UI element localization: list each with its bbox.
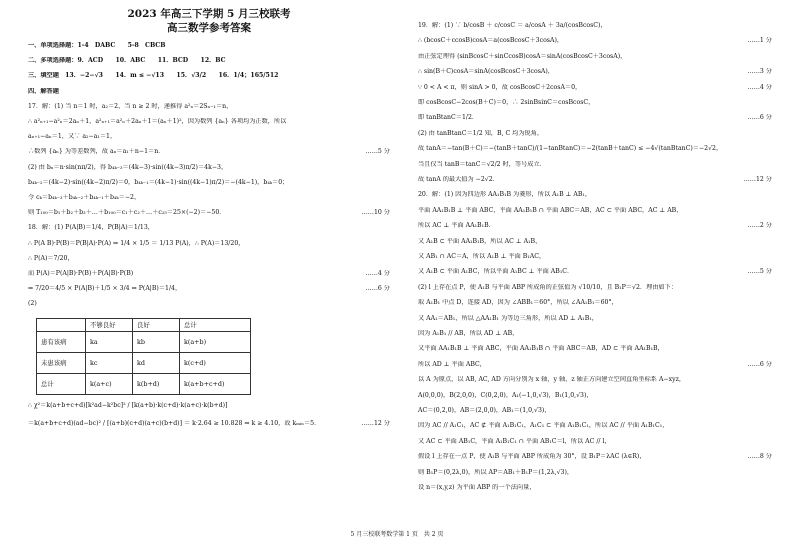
score-marker: ……6 分 — [747, 114, 772, 122]
solution-text: AC＝(0,2,0)，AB＝(2,0,0)，AB₁＝(1,0,√3)， — [418, 407, 551, 414]
solution-line — [28, 300, 390, 308]
table-cell: 未患该病 — [37, 352, 86, 373]
solution-text: 则 B₁P＝(0,2λ,0)，所以 AP＝AB₁＋B₁P＝(1,2λ,√3)， — [418, 468, 574, 476]
score-marker: ……3 分 — [747, 68, 772, 76]
solution-line — [418, 484, 772, 492]
solution-line — [418, 438, 772, 446]
solution-line — [418, 22, 772, 30]
solution-text: ∴ a²ₙ₊₁−a²ₙ＝2aₙ＋1，a²ₙ₊₁＝a²ₙ＋2aₙ＋1＝(aₙ＋1)²，因为数列 {aₙ} 各项均为正数，所以 — [28, 118, 287, 125]
solution-text: 又 AA₁＝AB₁，所以 △AA₁B₁ 为等边三角形，所以 AD ⊥ A₁B₁， — [418, 314, 598, 322]
solution-line — [418, 361, 772, 369]
solution-line — [28, 148, 390, 156]
solution-text: 四、解答题 — [28, 87, 59, 95]
score-marker: ……5 分 — [365, 148, 390, 156]
score-marker: ……12 分 — [743, 176, 772, 183]
solution-line — [28, 42, 390, 50]
score-marker: ……4 分 — [365, 270, 390, 277]
solution-line — [418, 315, 772, 323]
solution-line — [418, 99, 772, 107]
solution-text: A(0,0,0)，B(2,0,0)，C(0,2,0)，A₁(−1,0,√3)，B₁(1,0,√3)， — [418, 391, 593, 399]
solution-text: 即 cosBcosC−2cos(B＋C)＝0，∴ 2sinBsinC＝cosBcosC， — [418, 99, 595, 106]
score-marker: ……8 分 — [747, 453, 772, 461]
solution-text: 而 P(A)＝P(A|B)·P(B)＋P(A|B̄)·P(B̄) — [28, 270, 134, 277]
solution-text: 二、多项选择题：9．ACD 10．ABC 11．BCD 12．BC — [28, 57, 226, 65]
solution-text: 故 tanA＝−tan(B＋C)＝−(tanB＋tanC)/(1−tanBtanC)＝−2(tanB＋tanC) ≤ −4√(tanBtanC)＝−2√2， — [418, 145, 723, 153]
score-marker: ……5 分 — [747, 268, 772, 276]
solution-text: ∴ (bcosC＋ccosB)cosA＝a(cosBcosC＋3cosA)， — [418, 37, 564, 45]
solution-line — [418, 238, 772, 246]
solution-line — [418, 392, 772, 400]
solution-line — [418, 53, 772, 61]
solution-text: b₄ₖ₋₂＝(4k−2)·sin((4k−2)π/2)＝0，b₄ₖ₋₁＝(4k−1)·sin((4k−1)π/2)＝−(4k−1)，b₄ₖ＝0； — [28, 178, 289, 186]
solution-text: 所以 AD ⊥ 平面 ABC， — [418, 360, 486, 368]
solution-line — [418, 37, 772, 45]
solution-line — [28, 285, 390, 293]
solution-line — [418, 469, 772, 477]
solution-text: 令 cₖ＝b₄ₖ₋₃＋b₄ₖ₋₂＋b₄ₖ₋₁＋b₄ₖ＝−2， — [28, 194, 141, 201]
table-cell: kd — [133, 352, 180, 373]
solution-text: ∵ 0 < A < π，则 sinA > 0，故 cosBcosC＋2cosA＝0， — [418, 83, 582, 91]
table-header-row — [37, 318, 251, 331]
solution-line — [418, 191, 772, 199]
solution-text: 设 n＝(x,y,z) 为平面 ABP 的一个法向量， — [418, 484, 536, 491]
solution-text: ⇒ 7/20＝4/5 × P(A|B)＋1/5 × 3/4 ⇒ P(A|B)＝1/4， — [28, 285, 182, 293]
solution-text: ∴ P(A)＝7/20， — [28, 254, 74, 262]
solution-text: 三、填空题 13．−2−√3 14．m ≤ −√13 15．√3/2 16．1/4；165/512 — [28, 72, 279, 80]
table-header-cell: 不够良好 — [86, 318, 133, 331]
solution-line — [28, 209, 390, 217]
solution-text: ∴ sin(B＋C)cosA＝sinA(cosBcosC＋3cosA)， — [418, 68, 554, 76]
solution-text: (2) 由 bₙ＝n·sin(nπ/2)，得 b₄ₖ₋₃＝(4k−3)·sin((4k−3)π/2)＝4k−3， — [28, 163, 228, 171]
solution-text: 18．解：(1) P(Ā|B̄)＝1/4，P(B̄|Ā)＝1/13， — [28, 224, 154, 232]
table-header-cell — [37, 318, 86, 331]
solution-line — [28, 224, 390, 232]
solution-text: 19．解：(1) ∵ b/cosB ＋ c/cosC ＝ a/cosA ＋ 3a/(cosBcosC)， — [418, 22, 607, 29]
solution-line — [28, 103, 390, 111]
solution-text: 取 A₁B₁ 中点 D，连接 AD，因为 ∠ABB₁＝60°，所以 ∠AA₁B₁＝60°， — [418, 299, 618, 307]
solution-line — [418, 345, 772, 353]
solution-text: ∴ χ²＝k(a+b+c+d)[k²ad−k²bc]² / [k(a+b)·k(c+d)·k(a+c)·k(b+d)] — [28, 401, 228, 409]
solution-line — [418, 330, 772, 338]
answer-subtitle: 高三数学参考答案 — [167, 22, 251, 34]
solution-text: (2) — [28, 300, 37, 308]
solution-text: ∴ P(Ā B̄)·P(B̄)＝P(B̄|Ā)·P(Ā) ⇒ 1/4 × 1/5 ＝ 1/13 P(Ā)，∴ P(Ā)＝13/20， — [28, 239, 245, 247]
table-cell: kb — [133, 331, 180, 352]
solution-text: 假设 l 上存在一点 P，使 A₁B 与平面 ABP 所成角为 30°，设 B₁P＝λAC (λ∈R)， — [418, 453, 646, 461]
solution-line — [418, 253, 772, 261]
score-marker: ……1 分 — [747, 37, 772, 45]
solution-line — [418, 407, 772, 415]
solution-text: 故 tanA 的最大值为 −2√2． — [418, 176, 499, 183]
table-cell: ka — [86, 331, 133, 352]
solution-line — [28, 118, 390, 126]
table-cell: k(a+b) — [180, 331, 251, 352]
solution-text: 则 T₁₀₀＝b₁＋b₂＋b₃＋…＋b₁₀₀＝c₁＋c₂＋…＋c₂₅＝25×(−2)＝−50． — [28, 209, 226, 217]
solution-line — [418, 284, 772, 292]
table-cell: k(a+b+c+d) — [180, 373, 251, 394]
score-marker: ……12 分 — [361, 419, 390, 427]
solution-line — [28, 270, 390, 278]
solution-line — [28, 194, 390, 202]
table-row — [37, 352, 251, 373]
solution-line — [418, 68, 772, 76]
solution-text: 因为 A₁B₁ // AB，所以 AD ⊥ AB， — [418, 330, 519, 337]
solution-text: (2) 由 tanBtanC＝1/2 知，B, C 均为锐角， — [418, 129, 544, 137]
score-marker: ……6 分 — [365, 285, 390, 293]
solution-line — [418, 207, 772, 215]
solution-text: ＝k(a+b+c+d)(ad−bc)² / [(a+b)(c+d)(a+c)(b+d)] ＝ k·2.64 ≥ 10.828 ⇒ k ≥ 4.10，故 kₘᵢₙ＝5． — [28, 419, 321, 427]
solution-text: (2) l 上存在点 P，使 A₁B 与平面 ABP 所成角的正弦值为 √10/10，且 B₁P＝√2．理由如下： — [418, 283, 678, 291]
solution-line — [418, 299, 772, 307]
table-header-cell: 良好 — [133, 318, 180, 331]
page-footer: 5 月三校联考数学第 1 页 共 2 页 — [350, 531, 444, 538]
table-cell: 总计 — [37, 373, 86, 394]
solution-text: 由正弦定理得 (sinBcosC＋sinCcosB)cosA＝sinA(cosBcosC＋3cosA)， — [418, 52, 627, 60]
solution-line — [418, 268, 772, 276]
solution-line — [418, 222, 772, 230]
score-marker: ……4 分 — [747, 83, 772, 91]
solution-text: aₙ₊₁−aₙ＝1，又∵ a₂−a₁＝1， — [28, 133, 117, 141]
solution-line — [28, 179, 390, 187]
solution-text: 即 tanBtanC＝1/2． — [418, 114, 479, 122]
solution-text: 一、单项选择题：1-4 DABC 5-8 CBCB — [28, 42, 166, 49]
table-header-cell: 总计 — [180, 318, 251, 331]
solution-line — [28, 420, 390, 428]
contingency-table — [36, 318, 251, 395]
solution-text: 又平面 AA₁B₁B ⊥ 平面 ABC，平面 AA₁B₁B ∩ 平面 ABC＝AB，AD ⊂ 平面 AA₁B₁B， — [418, 345, 664, 353]
solution-line — [418, 176, 772, 184]
table-cell: k(a+c) — [86, 373, 133, 394]
solution-text: ∴数列 {aₙ} 为等差数列，故 aₙ＝a₁＋n−1＝n． — [28, 148, 165, 156]
solution-line — [28, 402, 390, 410]
solution-text: 又 A₁B ⊂ 平面 AA₁B₁B，所以 AC ⊥ A₁B， — [418, 237, 542, 245]
solution-text: 又 AC ⊂ 平面 AB₁C，平面 A₁B₁C₁ ∩ 平面 AB₁C＝l，所以 AC // l， — [418, 437, 611, 445]
score-marker: ……6 分 — [747, 360, 772, 368]
solution-line — [28, 57, 390, 65]
solution-line — [418, 453, 772, 461]
table-row — [37, 331, 251, 352]
solution-line — [28, 88, 390, 96]
solution-line — [28, 72, 390, 80]
solution-line — [418, 376, 772, 384]
exam-title: 2023 年高三下学期 5 月三校联考 — [127, 8, 291, 20]
solution-line — [418, 145, 772, 153]
solution-text: 又 A₁B ⊂ 平面 A₁BC，所以平面 A₁BC ⊥ 平面 AB₁C． — [418, 268, 574, 276]
solution-line — [418, 114, 772, 122]
solution-text: 当且仅当 tanB＝tanC＝√2/2 时，等号成立． — [418, 160, 546, 168]
solution-text: 所以 AC ⊥ 平面 AA₁B₁B． — [418, 222, 495, 230]
table-cell: kc — [86, 352, 133, 373]
solution-line — [28, 240, 390, 248]
solution-text: 20．解：(1) 因为四边形 AA₁B₁B 为菱形，所以 A₁B ⊥ AB₁， — [418, 191, 592, 199]
solution-line — [28, 255, 390, 263]
solution-text: 以 A 为原点，以 AB, AC, AD 方向分别为 x 轴，y 轴，z 轴正方向建立空间直角坐标系 A−xyz， — [418, 376, 686, 384]
solution-text: 又 AB₁ ∩ AC＝A，所以 A₁B ⊥ 平面 B₁AC， — [418, 253, 546, 260]
solution-line — [418, 161, 772, 169]
table-cell: 患有该病 — [37, 331, 86, 352]
solution-text: 17．解：(1) 当 n＝1 时，a₂＝2，当 n ≥ 2 时，递推得 a²ₙ＝2Sₙ₋₁＝n， — [28, 102, 233, 110]
solution-line — [28, 133, 390, 141]
solution-line — [418, 130, 772, 138]
score-marker: ……10 分 — [361, 209, 390, 217]
table-row — [37, 373, 251, 394]
solution-line — [28, 164, 390, 172]
solution-line — [418, 84, 772, 92]
solution-line — [418, 422, 772, 430]
solution-text: 平面 AA₁B₁B ⊥ 平面 ABC，平面 AA₁B₁B ∩ 平面 ABC＝AB，AC ⊂ 平面 ABC，AC ⊥ AB， — [418, 206, 683, 214]
solution-text: 因为 AC // A₁C₁，AC ⊄ 平面 A₁B₁C₁，A₁C₁ ⊂ 平面 A₁B₁C₁，所以 AC // 平面 A₁B₁C₁， — [418, 422, 669, 430]
score-marker: ……2 分 — [747, 222, 772, 230]
table-cell: k(b+d) — [133, 373, 180, 394]
table-cell: k(c+d) — [180, 352, 251, 373]
